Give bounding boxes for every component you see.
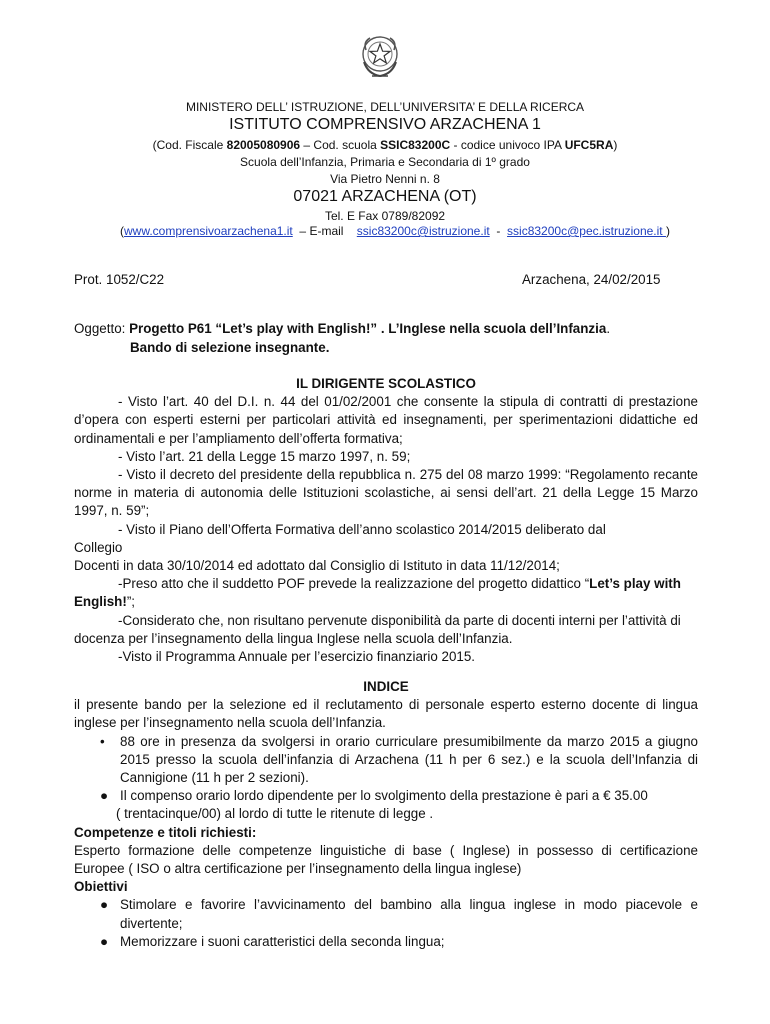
consideration-6: -Considerato che, non risultano pervenute disponibilità da parte di docenti interni per l’attività di docenza per l’insegnamento della lingua Inglese nella scuola dell’Infanzia. [74, 612, 681, 646]
website-link[interactable]: www.comprensivoarzachena1.it [124, 224, 293, 238]
consideration-2: - Visto l’art. 21 della Legge 15 marzo 1997, n. 59; [118, 448, 411, 464]
ministry-name: MINISTERO DELL’ ISTRUZIONE, DELL’UNIVERSITA’ E DELLA RICERCA [185, 100, 585, 114]
protocol-number: Prot. 1052/C22 [74, 272, 165, 287]
list-item: ● Stimolare e favorire l’avvicinamento del bambino alla lingua inglese in modo piacevole e divertente; [100, 897, 698, 931]
bando-block [74, 678, 698, 951]
email-link[interactable]: ssic83200c@istruzione.it [356, 224, 490, 238]
consideration-4c: Docenti in data 30/10/2014 ed adottato dal Consiglio di Istituto in data 11/12/2014; [74, 558, 560, 574]
competenze-title: Competenze e titoli richiesti: [74, 824, 257, 840]
institute-city: 07021 ARZACHENA (OT) [293, 188, 477, 205]
considerations-block [74, 375, 698, 666]
heading-dirigente: IL DIRIGENTE SCOLASTICO [296, 376, 476, 391]
consideration-7: -Visto il Programma Annuale per l’esercizio finanziario 2015. [118, 649, 476, 665]
school-levels: Scuola dell’Infanzia, Primaria e Secondaria di 1º grado [240, 155, 530, 169]
bullet-icon: ● [100, 933, 109, 949]
list-item: ● Memorizzare i suoni caratteristici della seconda lingua; [74, 933, 698, 951]
bullet-icon: ● [100, 788, 109, 804]
list-item: ● Il compenso orario lordo dipendente per lo svolgimento della prestazione è pari a € 35.00 [74, 787, 698, 805]
contact-links: (www.comprensivoarzachena1.it – E-mail ssic83200c@istruzione.it - ssic83200c@pec.istruzione.it ) [120, 224, 670, 238]
consideration-4a: - Visto il Piano dell’Offerta Formativa dell’anno scolastico 2014/2015 deliberato dal [118, 521, 606, 537]
place-date: Arzachena, 24/02/2015 [522, 272, 661, 287]
italian-republic-emblem-icon [358, 32, 402, 80]
competenze-text: Esperto formazione delle competenze linguistiche di base ( Inglese) in possesso di certificazione Europee ( ISO o altra certificazione per l’insegnamento della lingua inglese) [74, 842, 698, 877]
bullet-icon: ● [100, 897, 109, 913]
obiettivi-list [74, 896, 698, 951]
list-item: • 88 ore in presenza da svolgersi in orario curriculare presumibilmente da marzo 2015 a giugno 2015 presso la scuola dell’infanzia di Arzachena (11 h per 6 sez.) e la scuola dell’Infanzia di Cannigione (11 h per 2 sezioni). [100, 733, 698, 786]
institute-codes: (Cod. Fiscale 82005080906 – Cod. scuola SSIC83200C - codice univoco IPA UFC5RA) [152, 138, 618, 152]
subject-line: Oggetto: Progetto P61 “Let’s play with English!” . L’Inglese nella scuola dell’Infanzia. [74, 321, 611, 336]
consideration-4b: Collegio [74, 539, 123, 555]
consideration-3: - Visto il decreto del presidente della repubblica n. 275 del 08 marzo 1999: “Regolamento recante norme in materia di autonomia delle Istituzioni scolastiche, ai sensi dell’art. 21 della Legge 15 Marzo 1997, n. 59”; [74, 467, 698, 519]
consideration-5: -Preso atto che il suddetto POF prevede la realizzazione del progetto didattico “Let’s play with English!”; [74, 576, 681, 610]
institute-phone: Tel. E Fax 0789/82092 [324, 209, 446, 223]
subject-line-2: Bando di selezione insegnante. [130, 340, 330, 355]
heading-indice: INDICE [363, 679, 409, 694]
details-list [74, 733, 698, 806]
institute-name: ISTITUTO COMPRENSIVO ARZACHENA 1 [229, 116, 541, 133]
consideration-1: - Visto l’art. 40 del D.I. n. 44 del 01/02/2001 che consente la stipula di contratti di prestazione d’opera con esperti esterni per particolari attività ed insegnamenti, per sperimentazioni didattiche ed ordinamentali e per l’ampliamento dell’offerta formativa; [74, 394, 698, 446]
obiettivi-title: Obiettivi [74, 879, 128, 895]
pec-email-link[interactable]: ssic83200c@pec.istruzione.it [507, 224, 666, 238]
compenso-continuation: ( trentacinque/00) al lordo di tutte le ritenute di legge . [116, 806, 434, 822]
bando-intro: il presente bando per la selezione ed il reclutamento di personale esperto esterno docente di lingua inglese per l’insegnamento nella scuola dell’Infanzia. [74, 697, 698, 731]
bullet-icon: • [100, 733, 105, 749]
institute-address: Via Pietro Nenni n. 8 [330, 172, 440, 186]
